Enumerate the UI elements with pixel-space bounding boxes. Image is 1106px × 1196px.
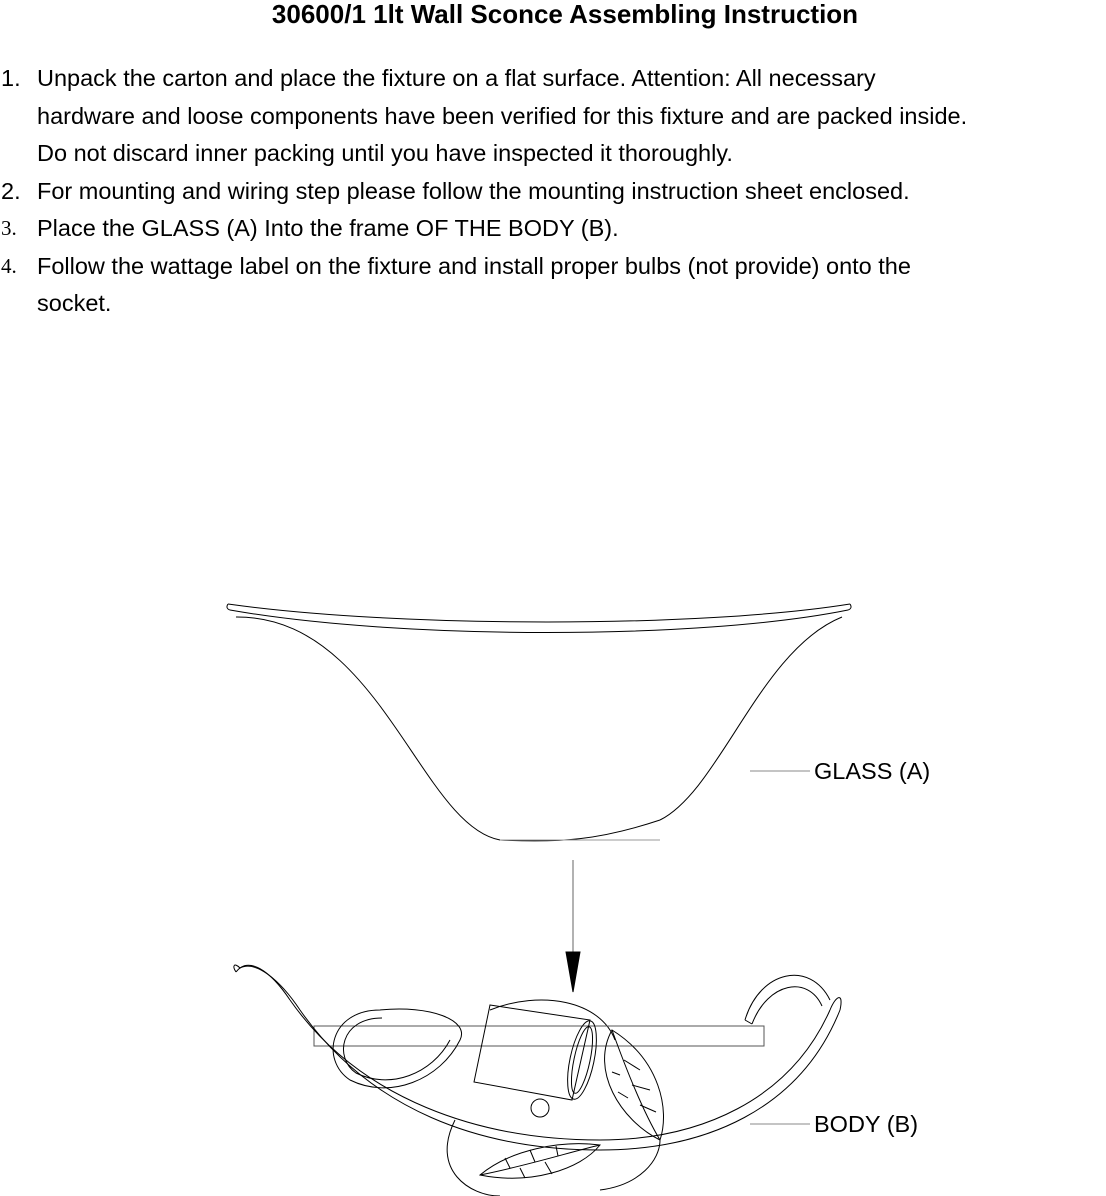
- down-arrow-icon: [566, 860, 580, 992]
- step-line: socket.: [37, 290, 112, 316]
- step-line: hardware and loose components have been verified for this fixture and are packed inside.: [37, 102, 968, 129]
- glass-label: GLASS (A): [814, 758, 931, 784]
- step-line: For mounting and wiring step please follow the mounting instruction sheet enclosed.: [37, 177, 910, 204]
- step-number: 1.: [1, 65, 21, 91]
- step-number: 3.: [1, 216, 17, 240]
- page-title: 30600/1 1lt Wall Sconce Assembling Instruction: [271, 0, 859, 29]
- step-line: Do not discard inner packing until you have inspected it thoroughly.: [37, 140, 733, 166]
- step-number: 4.: [1, 253, 17, 278]
- step-line: Place the GLASS (A) Into the frame OF THE BODY (B).: [37, 215, 619, 241]
- body-label: BODY (B): [814, 1111, 919, 1137]
- step-number: 2.: [1, 177, 21, 204]
- body-frame-drawing: [234, 965, 841, 1196]
- step-line: Unpack the carton and place the fixture on a flat surface. Attention: All necessary: [37, 65, 876, 91]
- step-line: Follow the wattage label on the fixture and install proper bulbs (not provide) onto the: [37, 252, 911, 279]
- glass-bowl-drawing: [227, 604, 851, 841]
